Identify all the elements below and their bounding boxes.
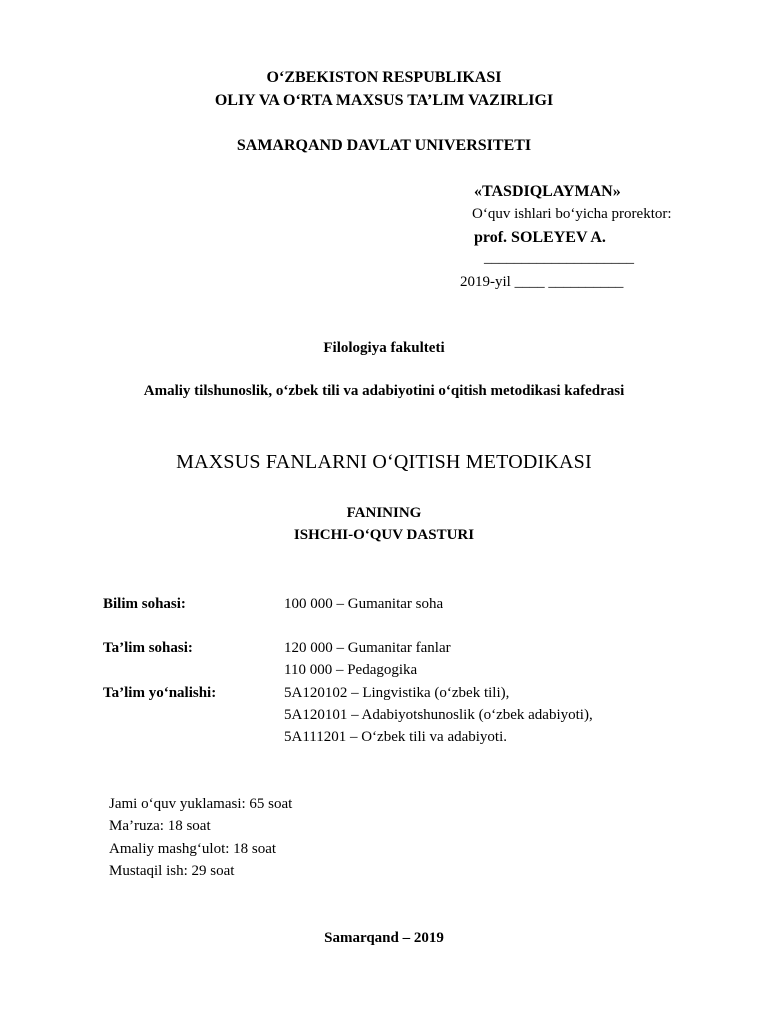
approval-position: O‘quv ishlari bo‘yicha prorektor: <box>472 206 672 222</box>
talim-value-2: 110 000 – Pedagogika <box>284 662 418 678</box>
hours-total: Jami o‘quv yuklamasi: 65 soat <box>109 796 293 812</box>
hours-independent: Mustaqil ish: 29 soat <box>109 863 235 879</box>
bilim-label: Bilim sohasi: <box>103 596 186 612</box>
talim-value-1: 120 000 – Gumanitar fanlar <box>284 640 451 656</box>
yonalish-value-2: 5A120101 – Adabiyotshunoslik (o‘zbek adabiyoti), <box>284 707 593 723</box>
program-line-2: ISHCHI-O‘QUV DASTURI <box>293 527 475 543</box>
approval-date: 2019-yil ____ __________ <box>460 274 624 290</box>
republic-heading: O‘ZBEKISTON RESPUBLIKASI <box>266 69 502 86</box>
hours-lecture: Ma’ruza: 18 soat <box>109 818 211 834</box>
place-year: Samarqand – 2019 <box>324 930 444 946</box>
faculty-name: Filologiya fakulteti <box>323 340 445 356</box>
course-title: MAXSUS FANLARNI O‘QITISH METODIKASI <box>176 451 592 473</box>
bilim-value: 100 000 – Gumanitar soha <box>284 596 444 612</box>
ministry-heading: OLIY VA O‘RTA MAXSUS TA’LIM VAZIRLIGI <box>214 92 554 109</box>
department-name: Amaliy tilshunoslik, o‘zbek tili va adabiyotini o‘qitish metodikasi kafedrasi <box>143 383 625 399</box>
approval-title: «TASDIQLAYMAN» <box>474 183 621 200</box>
university-heading: SAMARQAND DAVLAT UNIVERSITETI <box>236 137 532 154</box>
yonalish-value-1: 5A120102 – Lingvistika (o‘zbek tili), <box>284 685 510 701</box>
yonalish-value-3: 5A111201 – O‘zbek tili va adabiyoti. <box>284 729 508 745</box>
signature-line: ____________________ <box>484 250 634 266</box>
yonalish-label: Ta’lim yo‘nalishi: <box>103 685 217 701</box>
hours-practice: Amaliy mashg‘ulot: 18 soat <box>109 841 277 857</box>
program-line-1: FANINING <box>346 505 422 521</box>
talim-label: Ta’lim sohasi: <box>103 640 193 656</box>
approval-name: prof. SOLEYEV A. <box>474 229 606 246</box>
